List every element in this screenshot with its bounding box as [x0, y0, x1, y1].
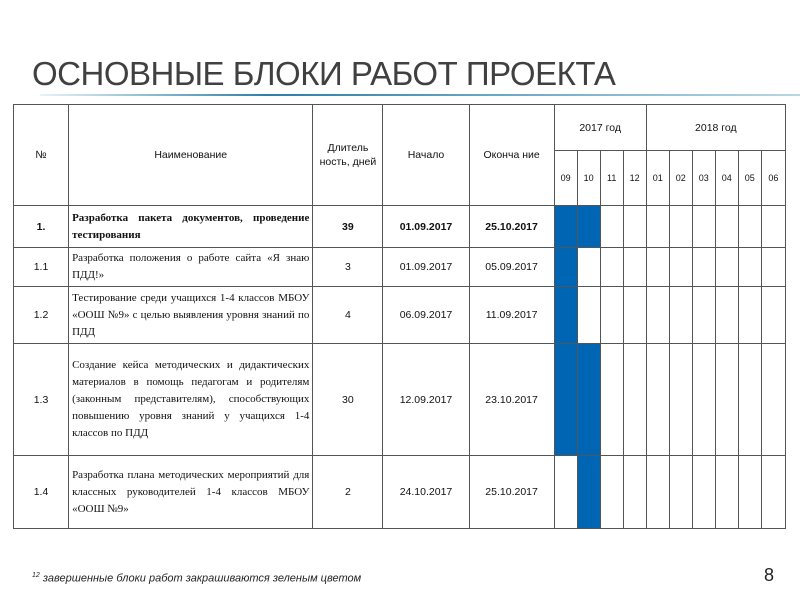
cell-duration: 2 — [313, 456, 383, 529]
gantt-cell — [577, 248, 600, 287]
gantt-cell — [738, 344, 761, 456]
gantt-cell-filled — [554, 206, 577, 248]
cell-name: Тестирование среди учащихся 1-4 классов МБОУ «ООШ №9» с целью выявления уровня знаний по ПДД — [69, 287, 313, 344]
gantt-cell — [623, 248, 646, 287]
header-month: 09 — [554, 151, 577, 206]
gantt-cell — [715, 287, 738, 344]
cell-num: 1.3 — [14, 344, 69, 456]
gantt-cell — [738, 206, 761, 248]
gantt-cell — [600, 248, 623, 287]
page-number: 8 — [764, 565, 775, 585]
gantt-cell — [692, 344, 715, 456]
gantt-cell — [623, 456, 646, 529]
table-row — [14, 206, 786, 248]
gantt-cell — [692, 248, 715, 287]
header-month: 10 — [577, 151, 600, 206]
gantt-cell — [669, 344, 692, 456]
gantt-cell — [600, 456, 623, 529]
gantt-cell — [577, 287, 600, 344]
header-month: 02 — [669, 151, 692, 206]
page-title: ОСНОВНЫЕ БЛОКИ РАБОТ ПРОЕКТА — [32, 55, 616, 92]
gantt-cell — [600, 287, 623, 344]
gantt-cell — [692, 287, 715, 344]
table-row — [14, 344, 786, 456]
gantt-cell — [623, 287, 646, 344]
gantt-cell-filled — [554, 287, 577, 344]
cell-name: Разработка пакета документов, проведение тестирования — [69, 206, 313, 248]
cell-duration: 39 — [313, 206, 383, 248]
gantt-cell — [738, 456, 761, 529]
header-month: 06 — [761, 151, 785, 206]
gantt-cell — [646, 206, 669, 248]
cell-end: 23.10.2017 — [469, 344, 554, 456]
gantt-cell — [761, 344, 785, 456]
gantt-cell — [646, 456, 669, 529]
header-name: Наименование — [69, 105, 313, 206]
header-month: 05 — [738, 151, 761, 206]
cell-num: 1.2 — [14, 287, 69, 344]
cell-start: 24.10.2017 — [383, 456, 469, 529]
gantt-cell-filled — [577, 456, 600, 529]
cell-name: Разработка положения о работе сайта «Я знаю ПДД!» — [69, 248, 313, 287]
cell-start: 01.09.2017 — [383, 248, 469, 287]
gantt-cell — [715, 206, 738, 248]
footnote — [32, 572, 361, 585]
gantt-cell — [600, 206, 623, 248]
gantt-cell — [669, 206, 692, 248]
gantt-cell — [761, 206, 785, 248]
gantt-cell — [692, 206, 715, 248]
header-year-2018: 2018 год — [646, 105, 785, 151]
gantt-cell — [738, 248, 761, 287]
gantt-cell — [738, 287, 761, 344]
gantt-cell — [646, 344, 669, 456]
gantt-cell — [646, 287, 669, 344]
cell-end: 11.09.2017 — [469, 287, 554, 344]
footnote-text: завершенные блоки работ закрашиваются зеленым цветом — [42, 572, 362, 585]
gantt-cell — [623, 344, 646, 456]
gantt-cell — [669, 456, 692, 529]
cell-start: 01.09.2017 — [383, 206, 469, 248]
cell-num: 1. — [14, 206, 69, 248]
gantt-cell — [669, 287, 692, 344]
cell-start: 12.09.2017 — [383, 344, 469, 456]
header-month: 12 — [623, 151, 646, 206]
cell-name: Разработка плана методических мероприятий для классных руководителей 1-4 классов МБОУ «ООШ №9» — [69, 456, 313, 529]
gantt-cell — [623, 206, 646, 248]
table-row — [14, 248, 786, 287]
gantt-cell — [715, 344, 738, 456]
cell-duration: 30 — [313, 344, 383, 456]
header-duration: Длитель ность, дней — [313, 105, 383, 206]
gantt-cell-filled — [554, 344, 577, 456]
gantt-cell — [761, 456, 785, 529]
gantt-cell — [715, 456, 738, 529]
gantt-cell-filled — [554, 248, 577, 287]
cell-start: 06.09.2017 — [383, 287, 469, 344]
gantt-cell — [554, 456, 577, 529]
cell-num: 1.1 — [14, 248, 69, 287]
header-start: Начало — [383, 105, 469, 206]
gantt-table — [13, 104, 786, 529]
gantt-cell-filled — [577, 206, 600, 248]
gantt-cell — [761, 248, 785, 287]
header-month: 04 — [715, 151, 738, 206]
gantt-cell — [715, 248, 738, 287]
cell-duration: 4 — [313, 287, 383, 344]
gantt-cell — [646, 248, 669, 287]
header-month: 11 — [600, 151, 623, 206]
cell-name: Создание кейса методических и дидактических материалов в помощь педагогам и родителям (законным представителям), способствующих повышению уровня знаний у учащихся 1-4 классов по ПДД — [69, 344, 313, 456]
header-month: 01 — [646, 151, 669, 206]
header-end: Оконча ние — [469, 105, 554, 206]
table-row — [14, 287, 786, 344]
cell-end: 05.09.2017 — [469, 248, 554, 287]
cell-end: 25.10.2017 — [469, 456, 554, 529]
gantt-cell — [669, 248, 692, 287]
gantt-cell — [600, 344, 623, 456]
header-year-2017: 2017 год — [554, 105, 646, 151]
cell-num: 1.4 — [14, 456, 69, 529]
gantt-cell-filled — [577, 344, 600, 456]
gantt-cell — [692, 456, 715, 529]
title-underline — [40, 94, 800, 96]
cell-duration: 3 — [313, 248, 383, 287]
header-num: № — [14, 105, 69, 206]
gantt-cell — [761, 287, 785, 344]
footnote-marker: 12 — [32, 572, 40, 579]
table-row — [14, 456, 786, 529]
header-month: 03 — [692, 151, 715, 206]
cell-end: 25.10.2017 — [469, 206, 554, 248]
